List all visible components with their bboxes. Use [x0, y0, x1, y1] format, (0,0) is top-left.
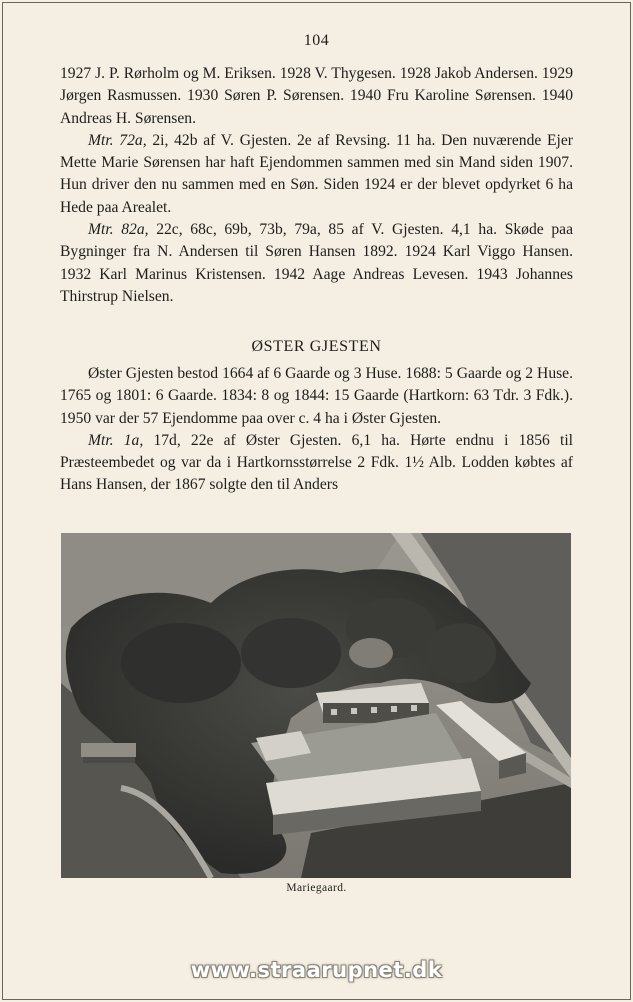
- paragraph-text: 2i, 42b af V. Gjesten. 2e af Revsing. 11 ha. Den nuværende Ejer Mette Marie Sørensen har haft Ejendommen sammen med sin Mand siden 1907. Hun driver den nu sammen med en Søn. Siden 1924 er der blevet opdyrket 6 ha Hede paa Arealet.: [60, 131, 573, 216]
- paragraph-mtr-82a: [60, 219, 573, 308]
- section-heading: ØSTER GJESTEN: [251, 338, 382, 355]
- paragraph-text: Øster Gjesten bestod 1664 af 6 Gaarde og 3 Huse. 1688: 5 Gaarde og 2 Huse. 1765 og 1801: 6 Gaarde. 1834: 8 og 1844: 15 Gaarde (Hartkorn: 63 Tdr. 3 Fdk.). 1950 var der 57 Ejendomme paa over c. 4 ha i Øster Gjesten.: [60, 365, 573, 427]
- photo-caption: Mariegaard.: [286, 882, 347, 894]
- paragraph-text: 1927 J. P. Rørholm og M. Eriksen. 1928 V. Thygesen. 1928 Jakob Andersen. 1929 Jørgen Rasmussen. 1930 Søren P. Sørensen. 1940 Fru Karoline Sørensen. 1940 Andreas H. Sørensen.: [60, 65, 573, 127]
- paragraph-text: 22c, 68c, 69b, 73b, 79a, 85 af V. Gjesten. 4,1 ha. Skøde paa Bygninger fra N. Andersen til Søren Hansen 1892. 1924 Karl Viggo Hansen. 1932 Karl Marinus Kristensen. 1942 Aage Andreas Levesen. 1943 Johannes Thirstrup Nielsen.: [60, 221, 573, 305]
- mtr-label: Mtr. 1a,: [88, 431, 144, 449]
- paragraph-text: 17d, 22e af Øster Gjesten. 6,1 ha. Hørte endnu i 1856 til Præsteembedet og var da i Hartkornsstørrelse 2 Fdk. 1½ Alb. Lodden købtes af Hans Hansen, der 1867 solgte den til Anders: [60, 431, 574, 494]
- text-block-top: [60, 63, 573, 308]
- paragraph-oster-gjesten-history: [60, 363, 573, 430]
- mtr-label: Mtr. 82a,: [88, 221, 149, 239]
- text-block-bottom: [60, 363, 573, 497]
- paragraph-mtr-1a: [60, 430, 573, 497]
- paragraph-mtr-72a: [60, 130, 573, 219]
- page-number: 104: [303, 32, 330, 49]
- watermark: www.straarupnet.dk: [190, 958, 443, 982]
- mtr-label: Mtr. 72a,: [88, 131, 147, 149]
- paragraph-owners-list: [60, 63, 573, 130]
- aerial-farm-photo: [61, 533, 571, 878]
